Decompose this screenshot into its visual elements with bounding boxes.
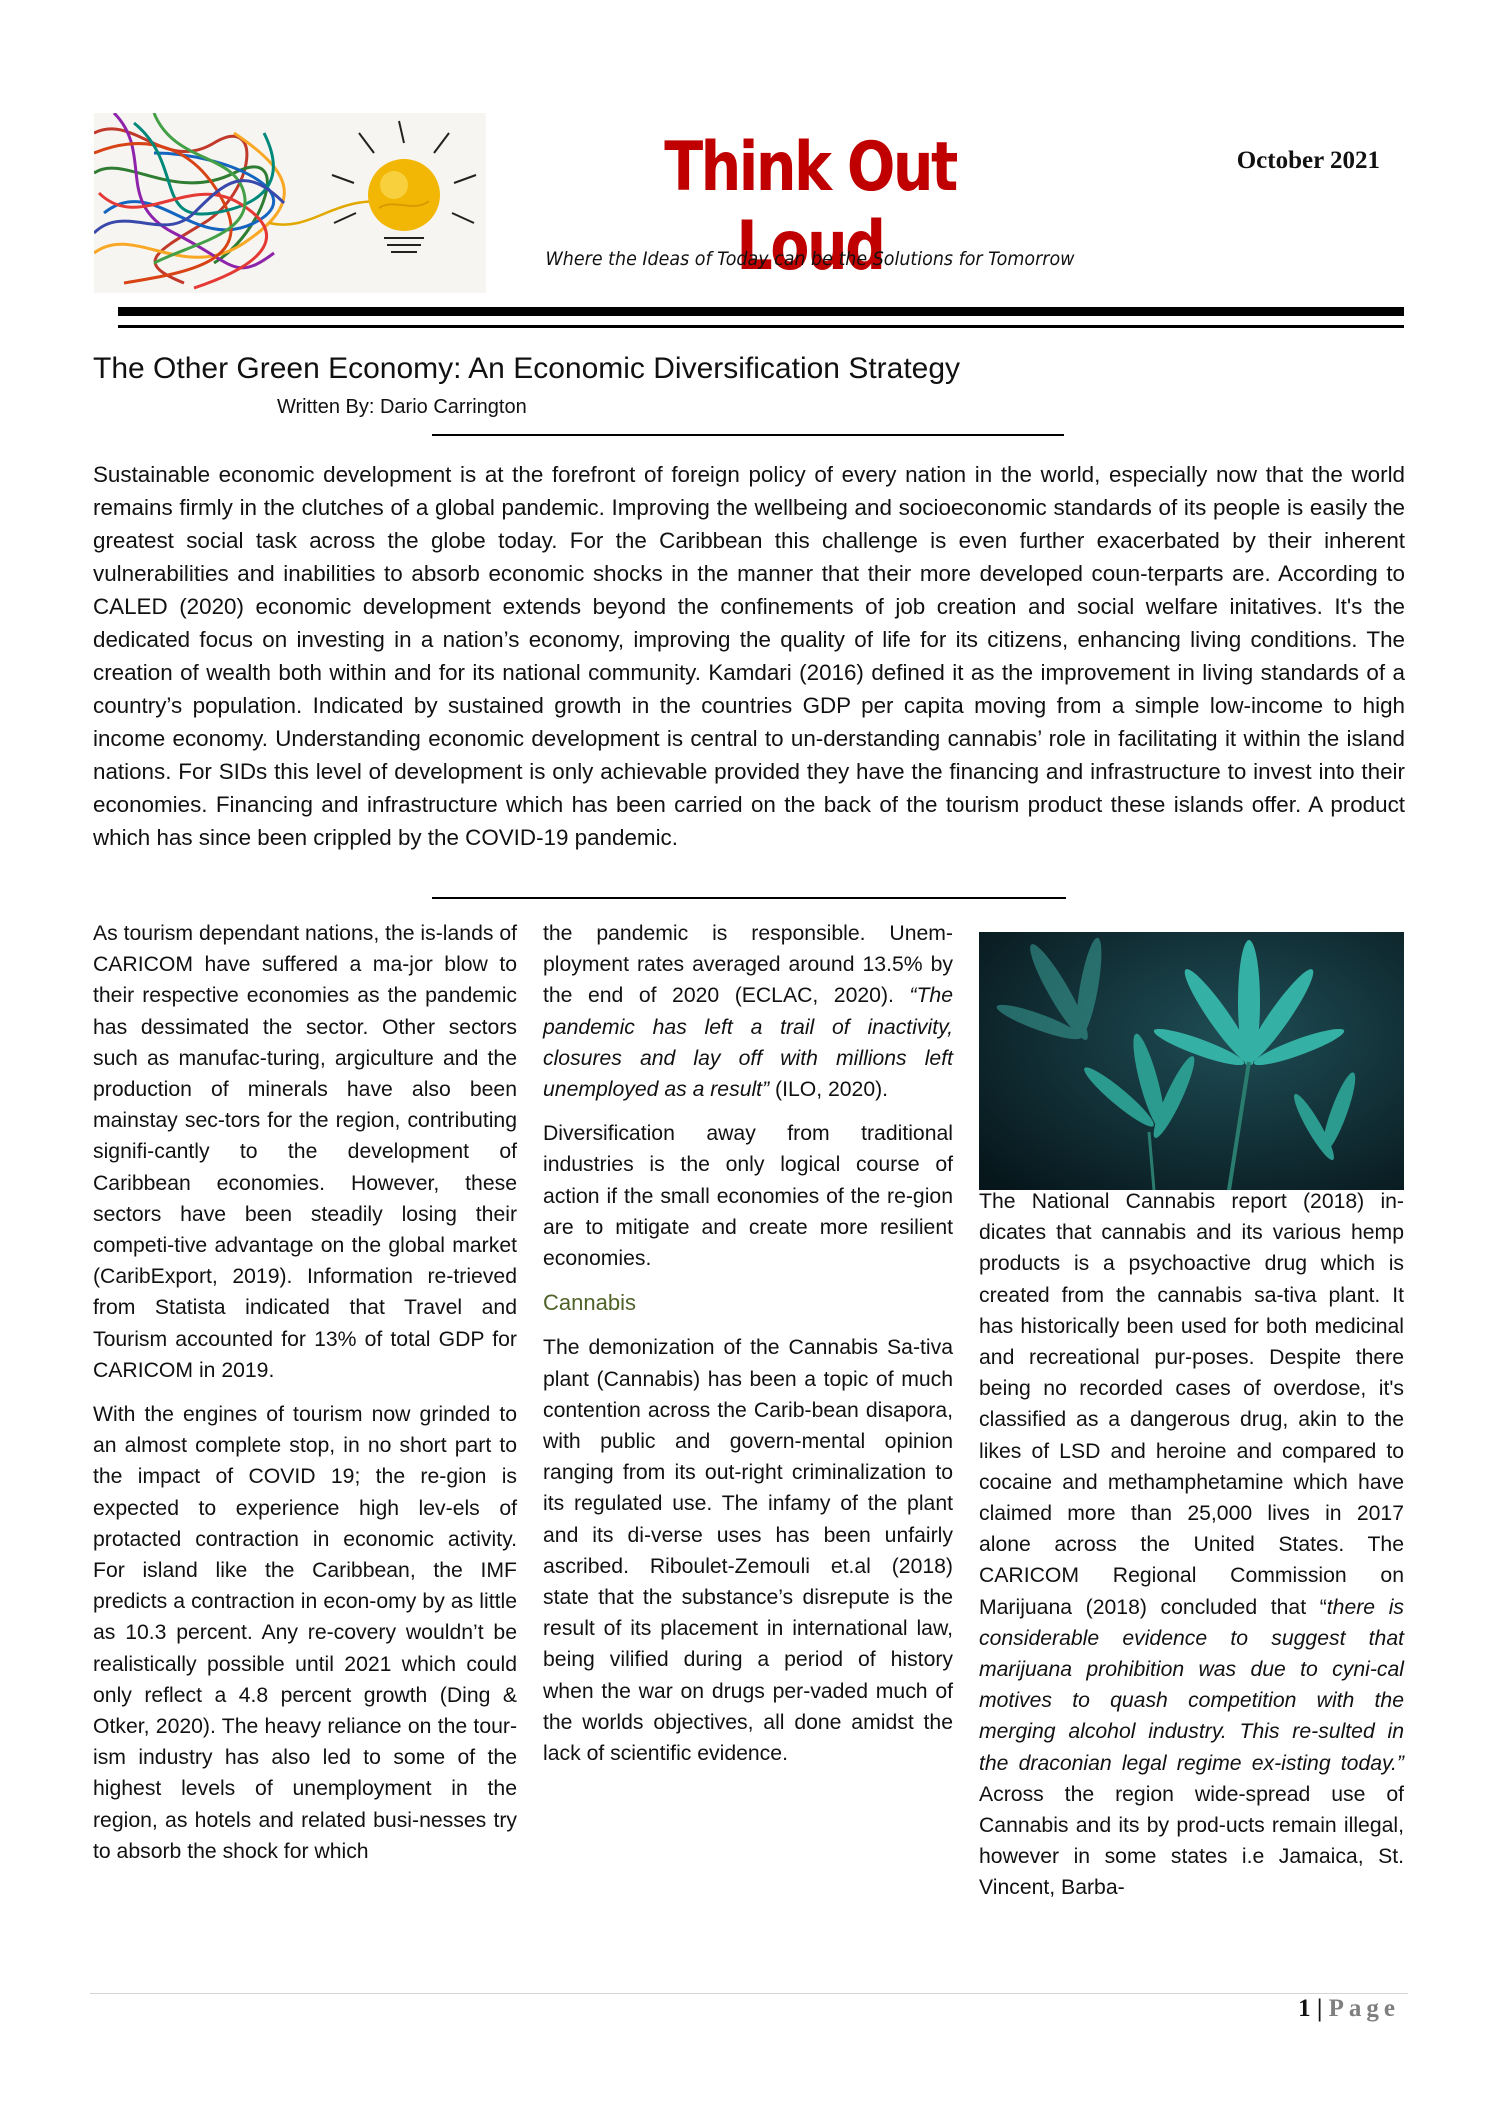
page-label: Page <box>1328 1995 1400 2022</box>
intro-divider <box>432 897 1066 899</box>
col1-paragraph-1: As tourism dependant nations, the is-lands of CARICOM have suffered a ma-jor blow to their respective economies as the pandemic has dessimated the sector. Other sectors such as manufac-turing, argiculture and the production of minerals have also been mainstay sec-tors for the region, contributing signifi-cantly to the development of Caribbean economies. However, these sectors have been steadily losing their competi-tive advantage on the global market (CaribExport, 2019). Information re-trieved from Statista indicated that Travel and Tourism accounted for 13% of total GDP for CARICOM in 2019. <box>93 922 517 1382</box>
col1-paragraph-2: With the engines of tourism now grinded to an almost complete stop, in no short part to the impact of COVID 19; the re-gion is expected to experience high lev-els of protacted contraction in economic activity. For island like the Caribbean, the IMF predicts a contraction in econ-omy by as little as 10.3 percent. Any re-covery wouldn’t be realistically possible until 2021 which could only reflect a 4.8 percent growth (Ding & Otker, 2020). The heavy reliance on the tour-ism industry has also led to some of the highest levels of unemployment in the region, as hotels and related busi-nesses try to absorb the shock for which <box>93 1403 517 1863</box>
byline-divider <box>432 434 1064 436</box>
article-title: The Other Green Economy: An Economic Diversification Strategy <box>93 352 961 385</box>
section-heading-cannabis: Cannabis <box>543 1290 636 1316</box>
cannabis-photo <box>979 932 1404 1190</box>
header-illustration <box>94 113 486 293</box>
newsletter-tagline: Where the Ideas of Today can be the Solutions for Tomorrow <box>545 248 1075 270</box>
page-footer <box>1200 1995 1400 2023</box>
newsletter-title: Think Out Loud <box>664 128 956 286</box>
column-3 <box>979 1186 1404 1917</box>
article-byline: Written By: Dario Carrington <box>277 396 527 418</box>
issue-date: October 2021 <box>1236 147 1380 174</box>
column-1 <box>93 918 517 1880</box>
ilo-quote: “The pandemic has left a trail of inactivity, closures and lay off with millions left unemployed as a result” <box>543 984 953 1102</box>
header-rule-thin <box>118 325 1404 328</box>
col2-paragraph-3: The demonization of the Cannabis Sa-tiva plant (Cannabis) has been a topic of much contention across the Carib-bean disapora, with public and govern-mental opinion ranging from its out-right criminalization to its regulated use. The infamy of the plant and its di-verse uses has been unfairly ascribed. Riboulet-Zemouli et.al (2018) state that the substance’s disrepute is the result of its placement in international law, being vilified during a period of history when the war on drugs per-vaded much of the worlds objectives, all done amidst the lack of scientific evidence. <box>543 1336 953 1766</box>
commission-quote: there is considerable evidence to suggest that marijuana prohibition was due to cyni-cal motives to quash competition with the merging alcohol industry. This re-sulted in the draconian legal regime ex-isting today.” <box>979 1595 1404 1775</box>
page-number: 1 <box>1298 1995 1311 2022</box>
column-2 <box>543 918 953 1782</box>
header-rule-thick <box>118 307 1404 316</box>
page-separator: | <box>1310 1995 1329 2022</box>
col3-paragraph-1: The National Cannabis report (2018) in-dicates that cannabis and its various hemp products is a psychoactive drug which is created from the cannabis sa-tiva plant. It has historically been used for both medicinal and recreational pur-poses. Despite there being no recorded cases of overdose, it's classified as a dangerous drug, akin to the likes of LSD and heroine and compared to cocaine and methamphetamine which have claimed more than 25,000 lives in 2017 alone across the United States. The CARICOM Regional Commission on Marijuana (2018) concluded that “there is considerable evidence to suggest that marijuana prohibition was due to cyni-cal motives to quash competition with the merging alcohol industry. This re-sulted in the draconian legal regime ex-isting today.” Across the region wide-spread use of Cannabis and its by prod-ucts remain illegal, however in some states i.e Jamaica, St. Vincent, Barba- <box>979 1190 1404 1900</box>
intro-paragraph: Sustainable economic development is at the forefront of foreign policy of every nation in the world, especially now that the world remains firmly in the clutches of a global pandemic. Improving the wellbeing and socioeconomic standards of its people is easily the greatest social task across the globe today. For the Caribbean this challenge is even further exacerbated by their inherent vulnerabilities and inabilities to absorb economic shocks in the manner that their more developed coun-terparts are. According to CALED (2020) economic development extends beyond the confinements of job creation and social welfare initatives. It's the dedicated focus on investing in a nation’s economy, improving the quality of life for its citizens, enhancing living conditions. The creation of wealth both within and for its national community. Kamdari (2016) defined it as the improvement in living standards of a country’s population. Indicated by sustained growth in the countries GDP per capita moving from a simple low-income to high income economy. Understanding economic development is central to un-derstanding cannabis’ role in facilitating it within the island nations. For SIDs this level of development is only achievable provided they have the financing and infrastructure to invest into their economies. Financing and infrastructure which has been carried on the back of the tourism product these islands offer. A product which has since been crippled by the COVID-19 pandemic. <box>93 462 1405 850</box>
footer-rule <box>90 1993 1408 1994</box>
col2-paragraph-1: the pandemic is responsible. Unem-ployment rates averaged around 13.5% by the end of 2020 (ECLAC, 2020). “The pandemic has left a trail of inactivity, closures and lay off with millions left unemployed as a result” (ILO, 2020). <box>543 922 953 1102</box>
col2-paragraph-2: Diversification away from traditional industries is the only logical course of action if the small economies of the re-gion are to mitigate and create more resilient economies. <box>543 1122 953 1271</box>
